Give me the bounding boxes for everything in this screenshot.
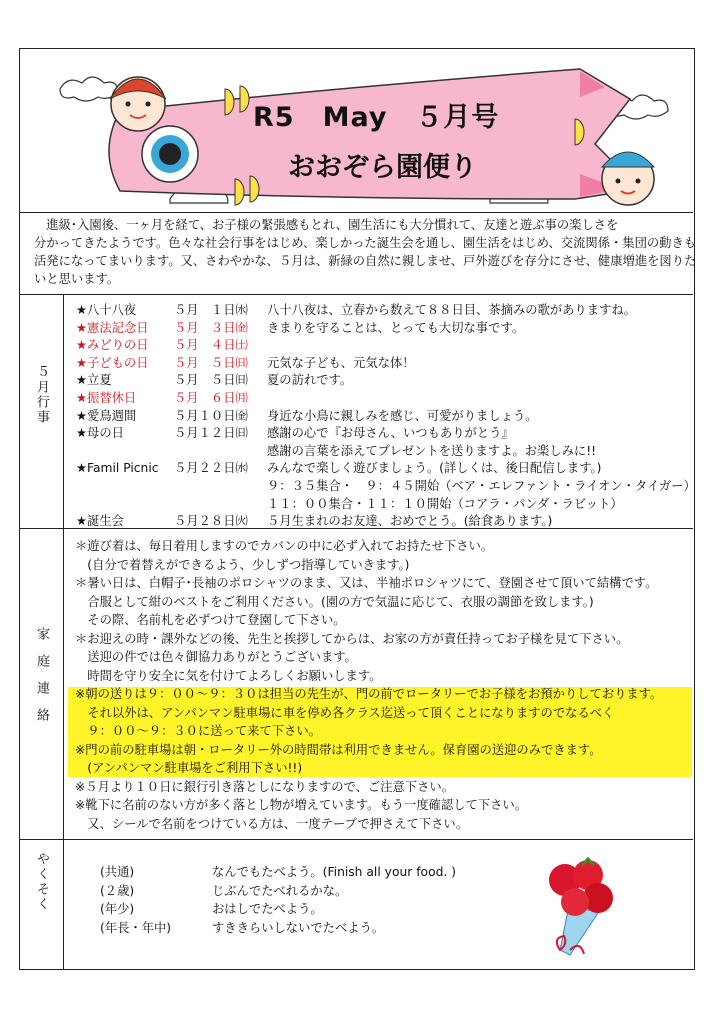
newsletter-frame <box>19 48 695 970</box>
events-label-cell <box>20 295 64 528</box>
event-date: ５月 ４日㈯ <box>174 338 248 353</box>
event-row <box>76 407 538 425</box>
home-notice-line: 合服として紺のベストをご利用ください。(園の方で気温に応じて、衣服の調節を致します。) <box>75 594 594 609</box>
event-row <box>76 336 267 354</box>
event-date: ５月 １日㈬ <box>174 303 248 317</box>
home-notice-line: (自分で着替えができるよう、少しずつ指導していきます。) <box>75 557 410 572</box>
home-notice-line: ※靴下に名前のない方が多く落とし物が増えています。もう一度確認して下さい。 <box>75 798 528 812</box>
promise-text: じぶんでたべれるかな。 <box>212 883 348 898</box>
home-notice-line: ※朝の送りは９：００～９：３０は担当の先生が、門の前でロータリーでお子様をお預かりしております。 <box>75 687 663 701</box>
event-note: 八十八夜は、立春から数えて８８日目、茶摘みの歌がありますね。 <box>267 303 636 317</box>
intro-paragraph <box>20 212 697 295</box>
promise-group: (年長・年中) <box>100 920 172 935</box>
event-row <box>76 354 415 372</box>
home-notice-line: 又、シールで名前をつけている方は、一度テープで押さえて下さい。 <box>75 816 469 831</box>
promise-group: (２歳) <box>100 883 135 898</box>
event-note: 身近な小鳥に親しみを感じ、可愛がりましょう。 <box>267 408 538 423</box>
event-name: ★子どもの日 <box>76 355 149 370</box>
promise-text: なんでもたべよう。(Finish all your food. ) <box>212 865 457 879</box>
promise-text: おはしでたべよう。 <box>212 902 323 916</box>
promise-label-cell <box>20 840 64 969</box>
carnation-bouquet-illustration <box>530 850 620 960</box>
promise-label: やくそく <box>34 852 49 912</box>
event-name: ★誕生会 <box>76 514 124 529</box>
event-note: １１：００集合・１１：１０開始（コアラ・パンダ・ラビット） <box>267 496 623 511</box>
event-note: 感謝の心で『お母さん、いつもありがとう』 <box>267 426 514 441</box>
intro-line: いと思います。 <box>34 272 120 286</box>
intro-line: 活発になってまいります。又、さわやかな、５月は、新緑の自然に親しませ、戸外遊びを存分にさせ、健康増進を図りた <box>34 254 697 268</box>
newsletter-name: おおぞら園便り <box>288 152 477 183</box>
event-name: ★愛鳥週間 <box>76 408 137 423</box>
home-notice-line: 時間を守り安全に気を付けてよろしくお願いします。 <box>75 668 382 683</box>
home-notice-line: それ以外は、アンパンマン駐車場に車を停め各クラス迄送って頂くことになりますのでなるべく <box>75 705 615 720</box>
event-name: ★八十八夜 <box>76 303 137 317</box>
event-row <box>76 319 524 337</box>
home-notice-line: その際、名前札を必ずつけて登園して下さい。 <box>75 613 346 627</box>
event-date: ５月１２日㈰ <box>174 426 248 441</box>
event-name: ★母の日 <box>76 426 124 441</box>
promise-section <box>20 840 693 969</box>
event-name: ★みどりの日 <box>76 338 149 353</box>
event-note: 夏の訪れです。 <box>267 373 353 388</box>
event-row <box>76 442 596 460</box>
event-date: ５月 ５日㈰ <box>174 355 248 370</box>
event-name: ★立夏 <box>76 373 112 388</box>
event-name: ★振替休日 <box>76 391 137 405</box>
event-row <box>76 477 696 495</box>
event-row <box>76 301 636 319</box>
event-date: ５月 ６日㈪ <box>174 391 248 405</box>
home-label-cell <box>20 529 64 839</box>
home-label: 家庭連絡 <box>34 627 49 735</box>
event-date: ５月 ３日㈮ <box>174 320 248 335</box>
home-notice-line: ＊お迎えの時・課外などの後、先生と挨拶してからは、お家の方が責任持ってお子様を見て下さい。 <box>75 631 629 646</box>
event-note: ９：３５集合・ ９：４５開始（ベア・エレファント・ライオン・タイガー） <box>267 479 696 493</box>
event-name: ★Famil Picnic <box>76 461 159 476</box>
event-date: ５月２８日㈫ <box>174 514 248 529</box>
home-notice-line: ９：００～９：３０に送って来て下さい。 <box>75 724 321 738</box>
event-note: 感謝の言葉を添えてプレゼントを送りますよ。お楽しみに!! <box>267 443 597 458</box>
event-row <box>76 389 267 407</box>
home-notice-line: 送迎の件では色々御協力ありがとうございます。 <box>75 650 357 664</box>
promise-group: (共通) <box>100 865 135 879</box>
event-row <box>76 512 552 530</box>
home-notice-line: ＊暑い日は、白帽子･長袖のポロシャツのまま、又は、半袖ポロシャツにて、登園させて頂いて結構です。 <box>75 576 658 590</box>
home-notice-line: ＊遊び着は、毎日着用しますのでカバンの中に必ず入れてお持たせ下さい。 <box>75 539 494 553</box>
promise-group: (年少) <box>100 902 135 916</box>
event-name: ★憲法記念日 <box>76 320 149 335</box>
intro-line: 進級･入園後、一ヶ月を経て、お子様の緊張感もとれ、園生活にも大分慣れて、友達と遊ぶ事の楽しさを <box>34 218 619 232</box>
events-section <box>20 295 696 529</box>
event-note: 元気な子ども、元気な体！ <box>267 355 415 370</box>
event-row <box>76 424 514 442</box>
event-note: きまりを守ることは、とっても大切な事です。 <box>267 320 525 335</box>
event-row <box>76 495 623 513</box>
event-note: みんなで楽しく遊びましょう。(詳しくは、後日配信します。) <box>267 461 602 476</box>
home-notice-line: (アンパンマン駐車場をご利用下さい!!) <box>75 761 303 775</box>
event-row <box>76 459 601 477</box>
home-notice-section <box>20 529 693 840</box>
intro-line: 分かってきたようです。色々な社会行事をはじめ、楽しかった誕生会を通し、園生活をはじめ、交流関係・集団の動きも <box>34 236 697 250</box>
header-banner <box>20 49 693 213</box>
event-date: ５月 ５日㈰ <box>174 373 248 388</box>
newsletter-issue-title: R5 May ５月号 <box>253 102 500 133</box>
events-label: ５月行事 <box>34 365 49 425</box>
home-notice-line: ※門の前の駐車場は朝・ロータリー外の時間帯は利用できません。保育園の送迎のみできます。 <box>75 742 602 757</box>
event-note: ５月生まれのお友達、おめでとう。(給食あります。) <box>267 514 553 529</box>
event-row <box>76 371 352 389</box>
event-date: ５月１０日㈮ <box>174 408 248 423</box>
promise-text: すききらいしないでたべよう。 <box>212 920 385 935</box>
home-notice-line: ※５月より１０日に銀行引き落としになりますので、ご注意下さい。 <box>75 779 454 794</box>
event-date: ５月２２日㈬ <box>174 461 248 476</box>
